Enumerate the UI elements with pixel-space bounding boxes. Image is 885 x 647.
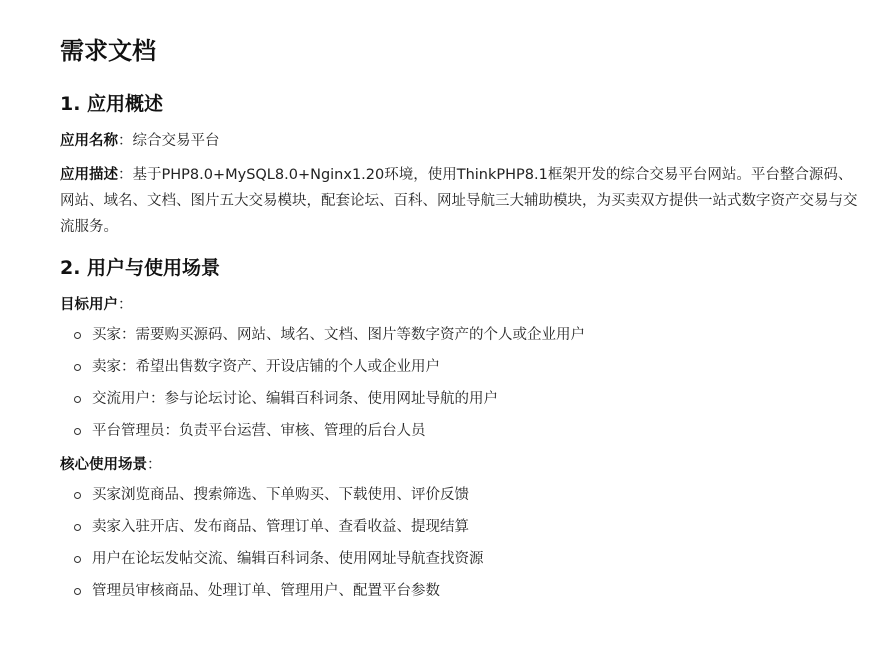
list-item [74,482,861,508]
list-item-text: 交流用户：参与论坛讨论、编辑百科词条、使用网址导航的用户 [92,391,498,407]
list-item [74,418,861,444]
list-item [74,514,861,540]
section-heading-users: 2. 用户与使用场景 [60,257,221,279]
app-name-label: 应用名称 [60,133,118,149]
app-description-paragraph [60,162,861,240]
scenarios-colon: ： [147,457,162,473]
list-item [74,578,861,604]
list-item [74,546,861,572]
bullet-icon [74,396,81,403]
target-users-list [60,322,861,444]
app-description-label: 应用描述 [60,167,118,183]
target-users-label-line [60,292,861,318]
list-item [74,322,861,348]
bullet-icon [74,492,81,499]
list-item [74,354,861,380]
scenarios-label: 核心使用场景 [60,457,147,473]
list-item-text: 平台管理员：负责平台运营、审核、管理的后台人员 [92,423,426,439]
list-item [74,386,861,412]
list-item-text: 买家浏览商品、搜索筛选、下单购买、下载使用、评价反馈 [92,487,469,503]
target-users-label: 目标用户 [60,297,118,313]
list-item-text: 用户在论坛发帖交流、编辑百科词条、使用网址导航查找资源 [92,551,484,567]
bullet-icon [74,524,81,531]
app-name-paragraph [60,128,861,154]
list-item-text: 买家：需要购买源码、网站、域名、文档、图片等数字资产的个人或企业用户 [92,327,585,343]
scenarios-list [60,482,861,604]
bullet-icon [74,332,81,339]
bullet-icon [74,556,81,563]
app-name-value: ：综合交易平台 [118,133,220,149]
app-description-value: ：基于PHP8.0+MySQL8.0+Nginx1.20环境，使用ThinkPHP8.1框架开发的综合交易平台网站。平台整合源码、网站、域名、文档、图片五大交易模块，配套论坛、百科、网址导航三大辅助模块，为买卖双方提供一站式数字资产交易与交流服务。 [60,167,858,235]
list-item-text: 卖家入驻开店、发布商品、管理订单、查看收益、提现结算 [92,519,469,535]
scenarios-label-line [60,452,861,478]
list-item-text: 卖家：希望出售数字资产、开设店铺的个人或企业用户 [92,359,440,375]
bullet-icon [74,428,81,435]
bullet-icon [74,588,81,595]
document-title: 需求文档 [60,37,156,65]
section-overview [60,90,861,240]
bullet-icon [74,364,81,371]
section-users [60,254,861,604]
target-users-colon: ： [118,297,133,313]
list-item-text: 管理员审核商品、处理订单、管理用户、配置平台参数 [92,583,440,599]
section-heading-overview: 1. 应用概述 [60,93,164,115]
